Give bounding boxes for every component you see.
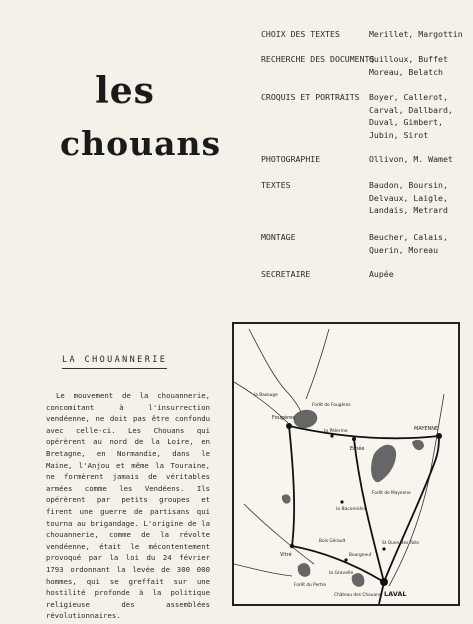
town-marker [380, 578, 388, 586]
river-line [306, 329, 329, 399]
map-label-ernee: Ernée [350, 446, 365, 452]
credit-role: MONTAGE [261, 232, 296, 242]
map-label-la-gravelle: la Gravelle [329, 571, 354, 576]
map-label-mayenne: MAYENNE [414, 426, 439, 432]
body-paragraph: Le mouvement de la chouannerie, concomitant à l'insurrection vendéenne, ne doit pas être confondu avec celle-ci. Les Chouans qui opérèrent au nord de la Loire, en Bretagne, en Normandie, dans le Maine, l'Anjou et même la Touraine, ne formèrent jamais de véritables armées comme les Vendéens. Ils opérèrent par petits groupes et firent une guerre de partisans qui tourna au brigandage. L'origine de la chouannerie, comme de la révolte vendéenne, était le mécontentement provoqué par la loi du 24 février 1793 ordonnant la levée de 300 000 hommes, qui se greffait sur une hostilité profonde à la politique religieuse des assemblées révolutionnaires. [46, 391, 210, 621]
map-label-chateau-chouans: Château des Chouans [334, 593, 382, 598]
credit-role: RECHERCHE DES DOCUMENTS [261, 54, 375, 64]
town-marker [286, 423, 292, 429]
forest-patch [293, 410, 317, 428]
town-marker [290, 544, 294, 548]
map-drawing [234, 324, 458, 604]
map-label-foret-fougeres: Forêt de Fougères [312, 403, 351, 408]
map-label-fougeres: Fougères [272, 415, 295, 421]
river-line [234, 564, 292, 576]
map-label-la-baconniere: la Baconnière [336, 507, 367, 512]
river-line [389, 394, 444, 586]
town-marker [382, 547, 385, 550]
credit-names: Beucher, Calais, Querin, Moreau [369, 232, 448, 255]
title-line-2: chouans [60, 124, 222, 163]
map-label-laval: LAVAL [384, 590, 407, 598]
town-marker [344, 558, 347, 561]
credit-names: Aupée [369, 269, 394, 279]
forest-patch [412, 440, 424, 450]
map-label-bois-gerault: Bois Gérault [319, 539, 346, 544]
credit-names: Merillet, Margottin [369, 29, 463, 39]
map-label-bourgneuf: Bourgneuf [349, 553, 372, 558]
town-marker [330, 434, 333, 437]
credit-role: SECRETAIRE [261, 269, 311, 279]
town-marker [340, 500, 343, 503]
map-label-vitre: Vitré [280, 552, 292, 558]
section-heading: LA CHOUANNERIE [62, 355, 167, 369]
credit-role: PHOTOGRAPHIE [261, 154, 321, 164]
map-figure [232, 322, 460, 606]
credit-role: TEXTES [261, 180, 291, 190]
forest-patch [298, 563, 311, 577]
forest-patch [352, 573, 365, 587]
credit-names: Quilloux, Buffet Moreau, Belatch [369, 54, 448, 77]
credit-names: Boyer, Callerot, Carval, Dallbard, Duval, Gimbert, Jubin, Sirot [369, 92, 453, 140]
credit-role: CROQUIS ET PORTRAITS [261, 92, 360, 102]
credit-names: Baudon, Boursin, Delvaux, Laigle, Landais, Metrard [369, 180, 448, 215]
map-label-foret-pertre: Forêt du Pertre [294, 583, 326, 588]
town-marker [352, 437, 356, 441]
credit-role: CHOIX DES TEXTES [261, 29, 340, 39]
river-line [244, 504, 314, 564]
town-marker [436, 433, 442, 439]
forest-patch [371, 445, 396, 482]
title-line-1: les [95, 70, 155, 112]
forest-patch [282, 494, 291, 503]
map-label-la-bazouge: la Bazouge [254, 393, 278, 398]
map-label-saint-ouen: St Ouen des Toits [382, 541, 420, 546]
map-label-la-pelerine: la Pèlerine [324, 429, 348, 434]
road-line [289, 426, 294, 546]
map-label-foret-mayenne: Forêt de Mayenne [372, 491, 411, 496]
credit-names: Ollivon, M. Wamet [369, 154, 453, 164]
